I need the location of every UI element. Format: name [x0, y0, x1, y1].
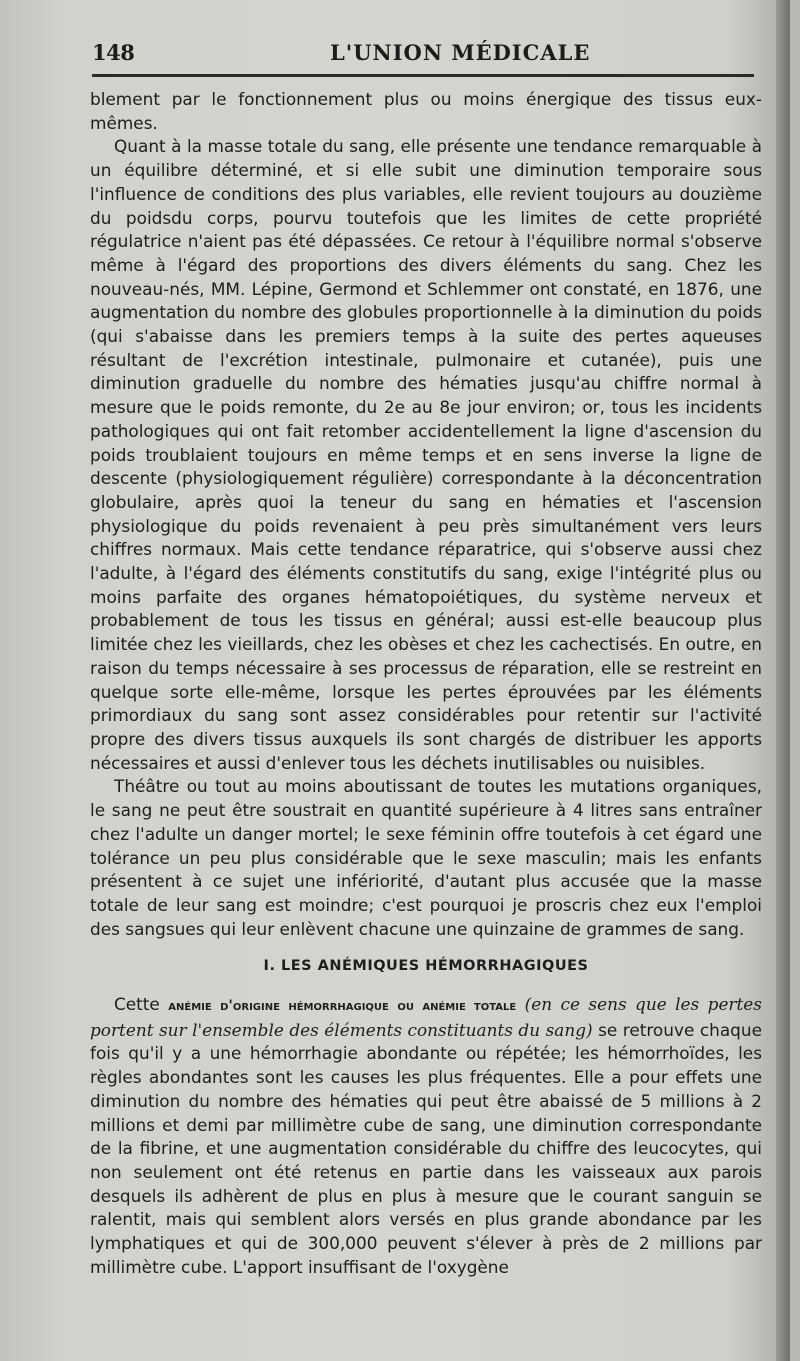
paragraph-rest: se retrouve chaque fois qu'il y a une hémorrhagie abondante ou répétée; les hémorrhoïdes, les règles abondantes sont les causes les plus fréquentes. Elle a pour effets une diminution du nombre des hématies qui peut être abaissé de 5 millions à 2 millions et demi par millimètre cube de sang, une diminution correspondante de la fibrine, et une augmentation considérable du chiffre des leucocytes, qui non seulement ont été retenus en partie dans les vaisseaux aux parois desquels ils adhèrent de plus en plus à mesure que le courant sanguin se ralentit, mais qui semblent alors versés en plus grande abondance par les lymphatiques et qui de 300,000 peuvent s'élever à près de 2 millions par millimètre cube. L'apport insuffisant de l'oxygène: [90, 1019, 762, 1277]
term-ou: ou: [397, 998, 414, 1015]
paragraph-hemorrhagic-anemia: [90, 993, 762, 1279]
term-anemie: anémie: [168, 998, 212, 1015]
page-number: 148: [92, 40, 135, 65]
section-title: I. LES ANÉMIQUES HÉMORRHAGIQUES: [263, 958, 589, 975]
term-hemorrhagique: hémorrhagique: [288, 998, 389, 1015]
paragraph-blood-mass: Quant à la masse totale du sang, elle présente une tendance remarquable à un équilibre déterminé, et si elle subit une diminution temporaire sous l'influence de conditions des plus variables, elle revient toujours au douzième du poidsdu corps, pourvu toutefois que les limites de cette propriété régulatrice n'aient pas été dépassées. Ce retour à l'équilibre normal s'observe même à l'égard des proportions des divers éléments du sang. Chez les nouveau-nés, MM. Lépine, Germond et Schlemmer ont constaté, en 1876, une augmentation du nombre des globules proportionnelle à la diminution du poids (qui s'abaisse dans les premiers temps à la suite des pertes aqueuses résultant de l'excrétion intestinale, pulmonaire et cutanée), puis une diminution graduelle du nombre des hématies jusqu'au chiffre normal à mesure que le poids remonte, du 2e au 8e jour environ; or, tous les incidents pathologiques qui ont fait retomber accidentellement la ligne d'ascension du poids troublaient toujours en même temps et en sens inverse la ligne de descente (physiologiquement régulière) correspondante à la déconcentration globulaire, après quoi la teneur du sang en hématies et l'ascension physiologique du poids revenaient à peu près simultanément vers leurs chiffres normaux. Mais cette tendance réparatrice, qui s'observe aussi chez l'adulte, à l'égard des éléments constitutifs du sang, exige l'intégrité plus ou moins parfaite des organes hématopoiétiques, du système nerveux et probablement de tous les tissus en général; aussi est-elle beaucoup plus limitée chez les vieillards, chez les obèses et chez les cachectisés. En outre, en raison du temps nécessaire à ses processus de réparation, elle se restreint en quelque sorte elle-même, lorsque les pertes éprouvées par les éléments primordiaux du sang sont assez considérables pour retentir sur l'activité propre des divers tissus auxquels ils sont chargés de distribuer les apports nécessaires et aussi d'enlever tous les déchets inutilisables ou nuisibles.: [90, 136, 762, 773]
running-title: L'UNION MÉDICALE: [330, 40, 591, 65]
page-edge-shadow: [776, 0, 790, 1361]
paragraph-blood-loss: Théâtre ou tout au moins aboutissant de toutes les mutations organiques, le sang ne peut être soustrait en quantité supérieure à 4 litres sans entraîner chez l'adulte un danger mortel; le sexe féminin offre toutefois à cet égard une tolérance un peu plus considérable que le sexe masculin; mais les enfants présentent à ce sujet une infériorité, d'autant plus accusée que la masse totale de leur sang est moindre; c'est pourquoi je proscris chez eux l'emploi des sangsues qui leur enlèvent chacune une quinzaine de grammes de sang.: [90, 776, 762, 939]
term-anemie-totale: anémie totale: [422, 998, 517, 1015]
page-header: [92, 40, 752, 70]
body-text: [90, 88, 762, 1279]
lead-word: Cette: [114, 994, 160, 1015]
header-rule: [92, 74, 754, 77]
paragraph-continuation: blement par le fonctionnement plus ou moins énergique des tissus eux-mêmes.: [90, 89, 762, 133]
term-d-origine: d'origine: [220, 998, 280, 1015]
italic-note: (en ce sens que les pertes portent sur l'ensemble des éléments constituants du sang): [90, 994, 762, 1040]
